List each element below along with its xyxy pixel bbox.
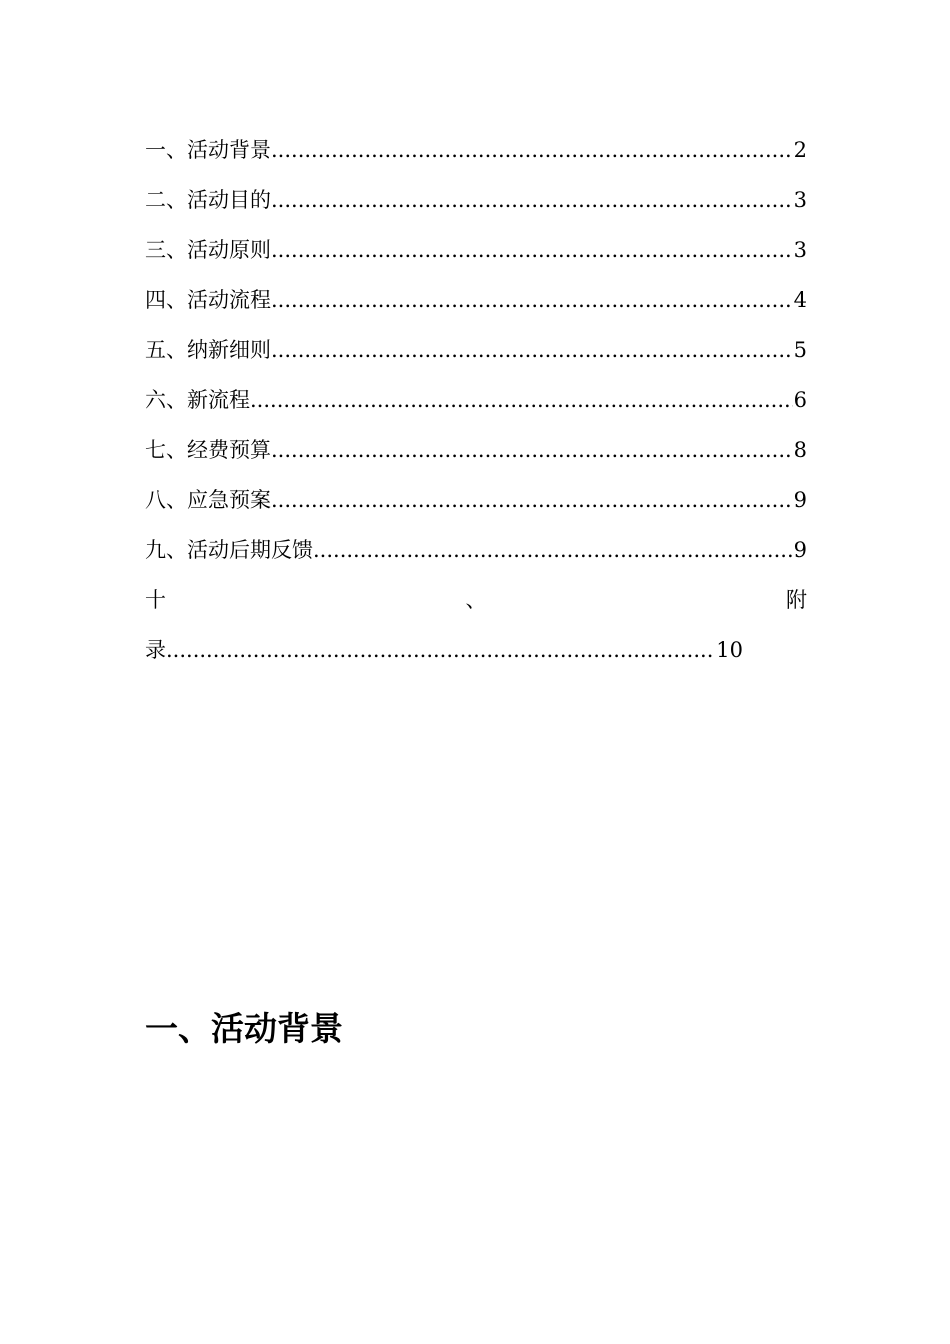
toc-entry-title: 四、活动流程 xyxy=(145,288,271,312)
toc-entry[interactable] xyxy=(145,484,807,534)
toc-entry-page: 3 xyxy=(793,238,807,262)
toc-entry-page: 10 xyxy=(716,638,743,662)
toc-entry-page: 2 xyxy=(793,138,807,162)
toc-leader-dots xyxy=(271,434,793,466)
toc-leader-dots xyxy=(271,284,793,316)
toc-leader-dots xyxy=(271,334,793,366)
toc-entry-page: 4 xyxy=(793,288,807,312)
toc-entry-title: 六、新流程 xyxy=(145,388,250,412)
toc-entry-appendix-line1[interactable] xyxy=(145,584,807,634)
toc-entry-appendix-line2[interactable] xyxy=(145,634,743,684)
toc-leader-dots xyxy=(250,384,793,416)
toc-appendix-char: 十 xyxy=(145,588,166,612)
toc-leader-dots xyxy=(313,534,793,566)
toc-entry-page: 9 xyxy=(793,538,807,562)
toc-appendix-char: 录 xyxy=(145,638,166,662)
toc-entry[interactable] xyxy=(145,434,807,484)
toc-entry-page: 3 xyxy=(793,188,807,212)
toc-entry-title: 五、纳新细则 xyxy=(145,338,271,362)
toc-entry-title: 八、应急预案 xyxy=(145,488,271,512)
toc-entry-page: 5 xyxy=(793,338,807,362)
toc-entry[interactable] xyxy=(145,334,807,384)
toc-leader-dots xyxy=(271,484,793,516)
toc-entry[interactable] xyxy=(145,384,807,434)
toc-entry[interactable] xyxy=(145,534,807,584)
toc-leader-dots xyxy=(271,134,793,166)
toc-entry[interactable] xyxy=(145,284,807,334)
toc-appendix-char: 、 xyxy=(465,588,487,612)
toc-leader-dots xyxy=(271,234,793,266)
toc-entry-page: 6 xyxy=(793,388,807,412)
toc-entry[interactable] xyxy=(145,134,807,184)
toc-entry-title: 一、活动背景 xyxy=(145,138,271,162)
toc-entry-title: 三、活动原则 xyxy=(145,238,271,262)
toc-entry-page: 8 xyxy=(793,438,807,462)
section-heading: 一、活动背景 xyxy=(145,1009,343,1048)
toc-entry-title: 九、活动后期反馈 xyxy=(145,538,313,562)
table-of-contents xyxy=(145,134,807,684)
toc-leader-dots xyxy=(166,634,715,666)
toc-entry[interactable] xyxy=(145,234,807,284)
toc-entry-title: 二、活动目的 xyxy=(145,188,271,212)
toc-entry-page: 9 xyxy=(793,488,807,512)
toc-entry-title: 七、经费预算 xyxy=(145,438,271,462)
toc-entry[interactable] xyxy=(145,184,807,234)
toc-leader-dots xyxy=(271,184,793,216)
toc-appendix-char: 附 xyxy=(786,588,807,612)
